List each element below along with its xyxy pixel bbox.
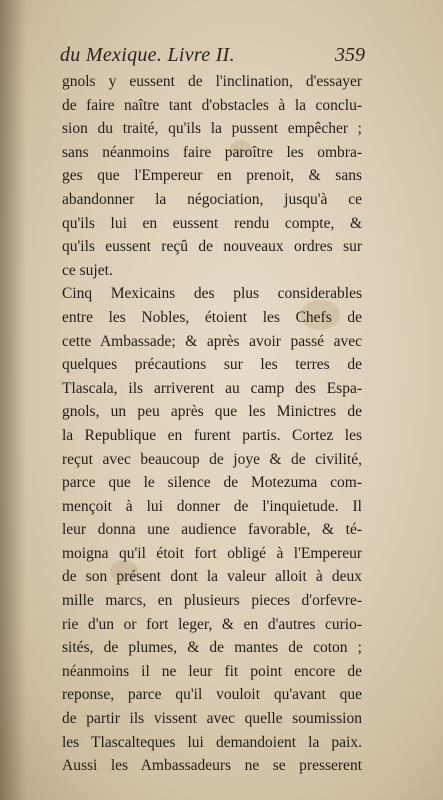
text-line: quelques précautions sur les terres de bbox=[62, 356, 362, 374]
page-number: 359 bbox=[335, 44, 365, 66]
paragraph-1 bbox=[62, 70, 362, 282]
text-line: Cinq Mexicains des plus considerables bbox=[62, 285, 362, 303]
text-line: mille marcs, en plusieurs pieces d'orfevre- bbox=[62, 592, 362, 610]
text-line: ce sujet. bbox=[62, 261, 113, 279]
text-line: reponse, parce qu'il vouloit qu'avant que bbox=[62, 686, 362, 704]
text-line: reçut avec beaucoup de joye & de civilité, bbox=[62, 450, 362, 468]
text-line: abandonner la négociation, jusqu'à ce bbox=[62, 190, 362, 208]
text-line: moigna qu'il étoit fort obligé à l'Empereur bbox=[62, 544, 362, 562]
text-line: de partir ils vissent avec quelle soumission bbox=[62, 710, 362, 728]
text-line: qu'ils lui en eussent rendu compte, & bbox=[62, 214, 362, 232]
body-text bbox=[62, 70, 362, 778]
text-line: cette Ambassade; & après avoir passé avec bbox=[62, 332, 362, 350]
text-line: ges que l'Empereur en prenoit, & sans bbox=[62, 167, 362, 185]
text-line: entre les Nobles, étoient les Chefs de bbox=[62, 308, 362, 326]
text-line: mençoit à lui donner de l'inquietude. Il bbox=[62, 497, 362, 515]
text-line: de son présent dont la valeur alloit à deux bbox=[62, 568, 362, 586]
gutter-shadow bbox=[0, 0, 26, 800]
text-line: sans néanmoins faire paroître les ombra- bbox=[62, 143, 362, 161]
text-line: leur donna une audience favorable, & té- bbox=[62, 521, 362, 539]
text-line: gnols, un peu après que les Minictres de bbox=[62, 403, 362, 421]
text-line: néanmoins il ne leur fit point encore de bbox=[62, 662, 362, 680]
running-title: du Mexique. Livre II. bbox=[60, 44, 235, 66]
text-line: la Republique en furent partis. Cortez les bbox=[62, 426, 362, 444]
text-line: de faire naître tant d'obstacles à la conclu- bbox=[62, 96, 362, 114]
text-line: sités, de plumes, & de mantes de coton ; bbox=[62, 639, 362, 657]
text-line: parce que le silence de Motezuma com- bbox=[62, 474, 362, 492]
text-line: rie d'un or fort leger, & en d'autres curio- bbox=[62, 615, 362, 633]
paragraph-2 bbox=[62, 282, 362, 777]
text-line: sion du traité, qu'ils la pussent empêcher ; bbox=[62, 120, 362, 138]
text-line: qu'ils eussent reçû de nouveaux ordres sur bbox=[62, 238, 362, 256]
text-line: Tlascala, ils arriverent au camp des Espa- bbox=[62, 379, 362, 397]
text-line: gnols y eussent de l'inclination, d'essayer bbox=[62, 73, 362, 90]
text-line: les Tlascalteques lui demandoient la paix. bbox=[62, 733, 362, 751]
text-line: Aussi les Ambassadeurs ne se presserent bbox=[62, 757, 362, 775]
